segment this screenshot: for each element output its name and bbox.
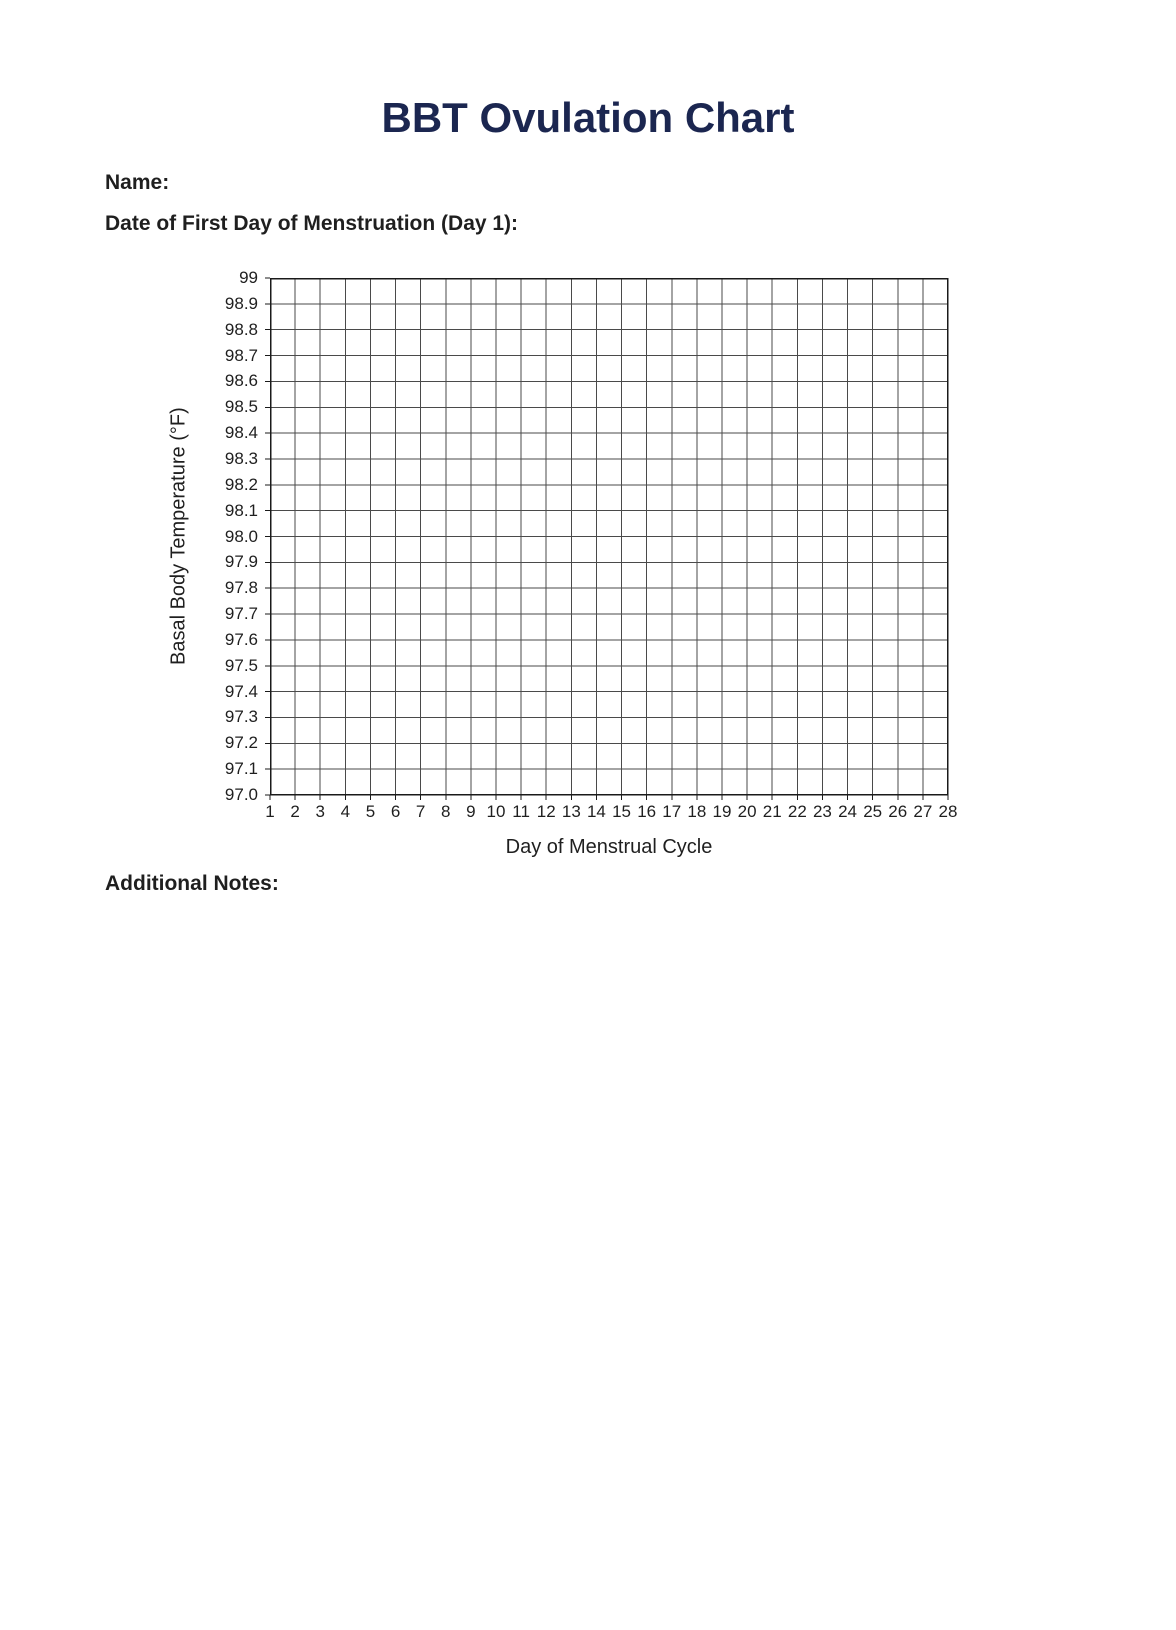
y-tick-label: 97.6	[224, 629, 258, 649]
y-tick-label: 97.9	[224, 552, 258, 572]
y-tick-label: 98.1	[224, 500, 258, 520]
y-tick-label: 99	[239, 268, 258, 287]
x-tick-label: 1	[265, 802, 275, 821]
x-tick-label: 24	[838, 802, 857, 821]
x-axis-title: Day of Menstrual Cycle	[505, 836, 713, 858]
x-tick-label: 3	[315, 802, 325, 821]
x-tick-label: 2	[290, 802, 300, 821]
y-tick-label: 97.8	[224, 578, 258, 598]
x-tick-label: 4	[340, 802, 351, 821]
x-tick-label: 8	[441, 802, 451, 821]
x-tick-label: 22	[787, 802, 807, 821]
y-tick-label: 98.5	[224, 397, 258, 417]
x-tick-label: 11	[512, 802, 530, 821]
y-axis-tick-labels	[150, 268, 258, 804]
x-tick-label: 13	[561, 802, 581, 821]
page-title: BBT Ovulation Chart	[381, 94, 795, 141]
x-tick-label: 28	[938, 802, 958, 821]
y-tick-label: 98.0	[224, 526, 258, 546]
x-tick-label: 19	[712, 802, 732, 821]
x-tick-label: 6	[390, 802, 401, 821]
x-tick-label: 27	[913, 802, 933, 821]
x-tick-label: 21	[762, 802, 782, 821]
x-tick-label: 14	[586, 802, 606, 821]
y-tick-label: 97.7	[224, 604, 258, 624]
x-tick-label: 12	[536, 802, 556, 821]
additional-notes-label: Additional Notes:	[105, 872, 279, 895]
x-tick-label: 15	[612, 802, 631, 821]
name-label: Name:	[105, 171, 170, 194]
x-tick-label: 9	[466, 802, 476, 821]
y-tick-label: 97.2	[224, 733, 258, 753]
x-tick-label: 25	[863, 802, 883, 821]
y-tick-label: 98.6	[224, 371, 258, 391]
y-tick-label: 97.1	[224, 759, 258, 779]
x-tick-label: 10	[486, 802, 506, 821]
y-tick-label: 98.9	[224, 293, 258, 313]
y-tick-label: 97.0	[224, 785, 258, 804]
x-tick-label: 16	[637, 802, 657, 821]
y-tick-label: 97.4	[224, 681, 258, 701]
y-tick-label: 97.5	[224, 655, 258, 675]
y-tick-label: 98.2	[224, 474, 258, 494]
x-tick-label: 17	[662, 802, 682, 821]
y-tick-label: 98.8	[224, 319, 258, 339]
x-tick-label: 7	[415, 802, 426, 821]
y-tick-label: 98.7	[224, 345, 258, 365]
y-tick-label: 98.3	[224, 448, 258, 468]
y-axis-title: Basal Body Temperature (°F)	[167, 407, 190, 666]
x-tick-label: 20	[737, 802, 757, 821]
y-tick-label: 97.3	[224, 707, 258, 727]
y-tick-label: 98.4	[224, 423, 258, 443]
x-tick-label: 23	[812, 802, 832, 821]
chart-grid	[270, 278, 948, 795]
x-axis-tick-labels	[265, 801, 958, 823]
x-tick-label: 18	[687, 802, 707, 821]
x-tick-label: 5	[365, 802, 376, 821]
date-of-first-menstruation-label: Date of First Day of Menstruation (Day 1):	[105, 212, 519, 235]
x-tick-label: 26	[888, 802, 908, 821]
